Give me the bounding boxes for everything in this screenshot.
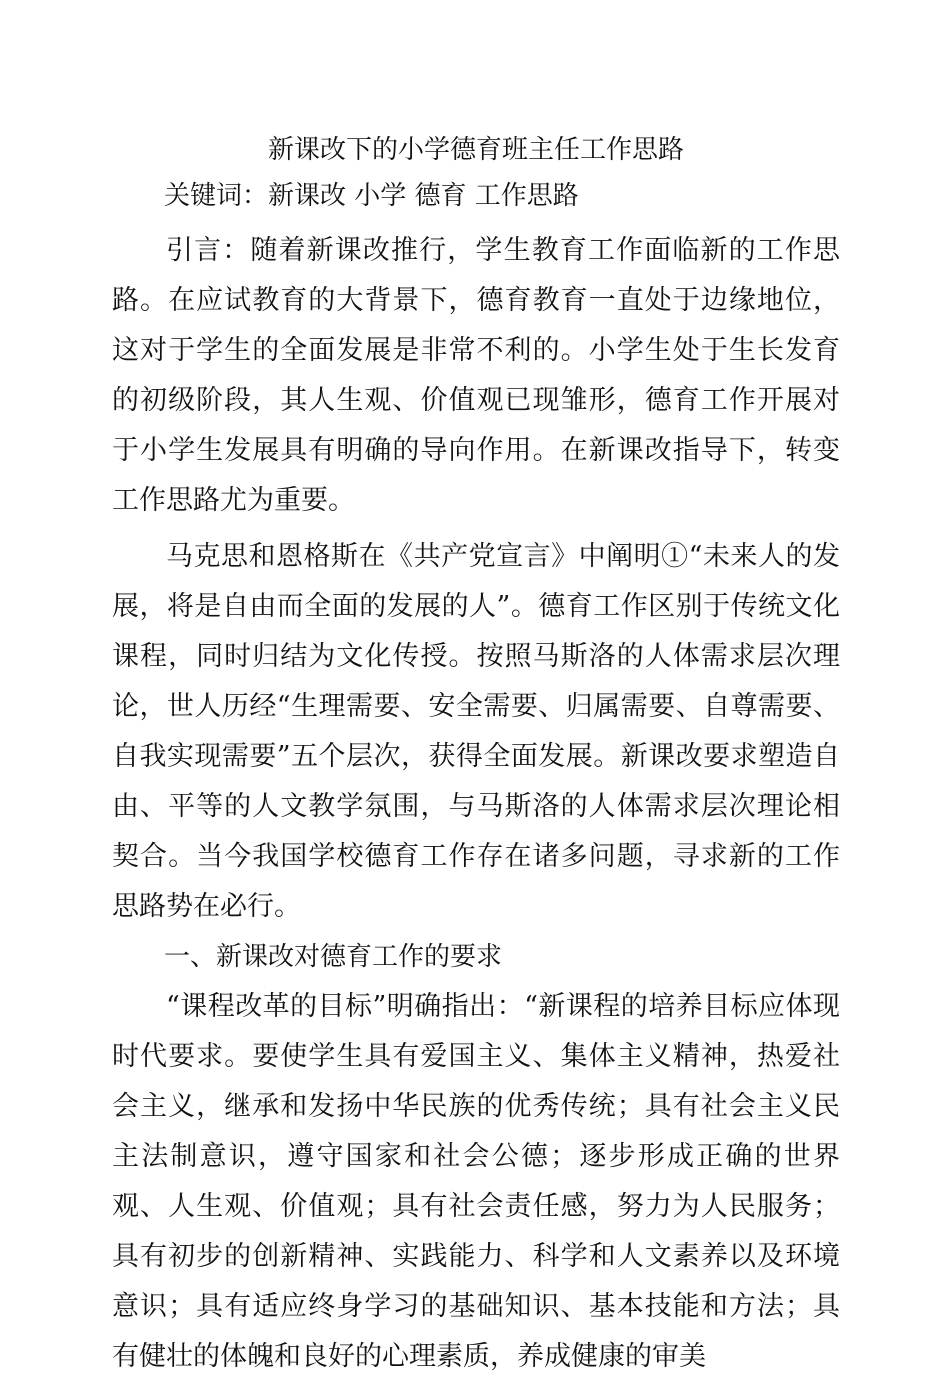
section-heading: 一、新课改对德育工作的要求 (164, 942, 503, 972)
section-paragraph: “课程改革的目标”明确指出：“新课程的培养目标应体现时代要求。要使学生具有爱国主义、集体主义精神，热爱社会主义，继承和发扬中华民族的优秀传统；具有社会主义民主法制意识，遵守国家和社会公德；逐步形成正确的世界观、人生观、价值观；具有社会责任感，努力为人民服务；具有初步的创新精神、实践能力、科学和人文素养以及环境意识；具有适应终身学习的基础知识、基本技能和方法；具有健壮的体魄和良好的心理素质，养成健康的审美 (112, 991, 840, 1372)
intro-paragraph: 引言：随着新课改推行，学生教育工作面临新的工作思路。在应试教育的大背景下，德育教育一直处于边缘地位，这对于学生的全面发展是非常不利的。小学生处于生长发育的初级阶段，其人生观、价值观已现雏形，德育工作开展对于小学生发展具有明确的导向作用。在新课改指导下，转变工作思路尤为重要。 (112, 235, 840, 516)
document-title: 新课改下的小学德育班主任工作思路 (267, 135, 684, 165)
document-page (112, 128, 840, 1382)
marx-paragraph: 马克思和恩格斯在《共产党宣言》中阐明①“未来人的发展，将是自由而全面的发展的人”。德育工作区别于传统文化课程，同时归结为文化传授。按照马斯洛的人体需求层次理论，世人历经“生理需要、安全需要、归属需要、自尊需要、自我实现需要”五个层次，获得全面发展。新课改要求塑造自由、平等的人文教学氛围，与马斯洛的人体需求层次理论相契合。当今我国学校德育工作存在诸多问题，寻求新的工作思路势在必行。 (112, 541, 840, 922)
keywords-line: 关键词：新课改 小学 德育 工作思路 (164, 181, 579, 211)
